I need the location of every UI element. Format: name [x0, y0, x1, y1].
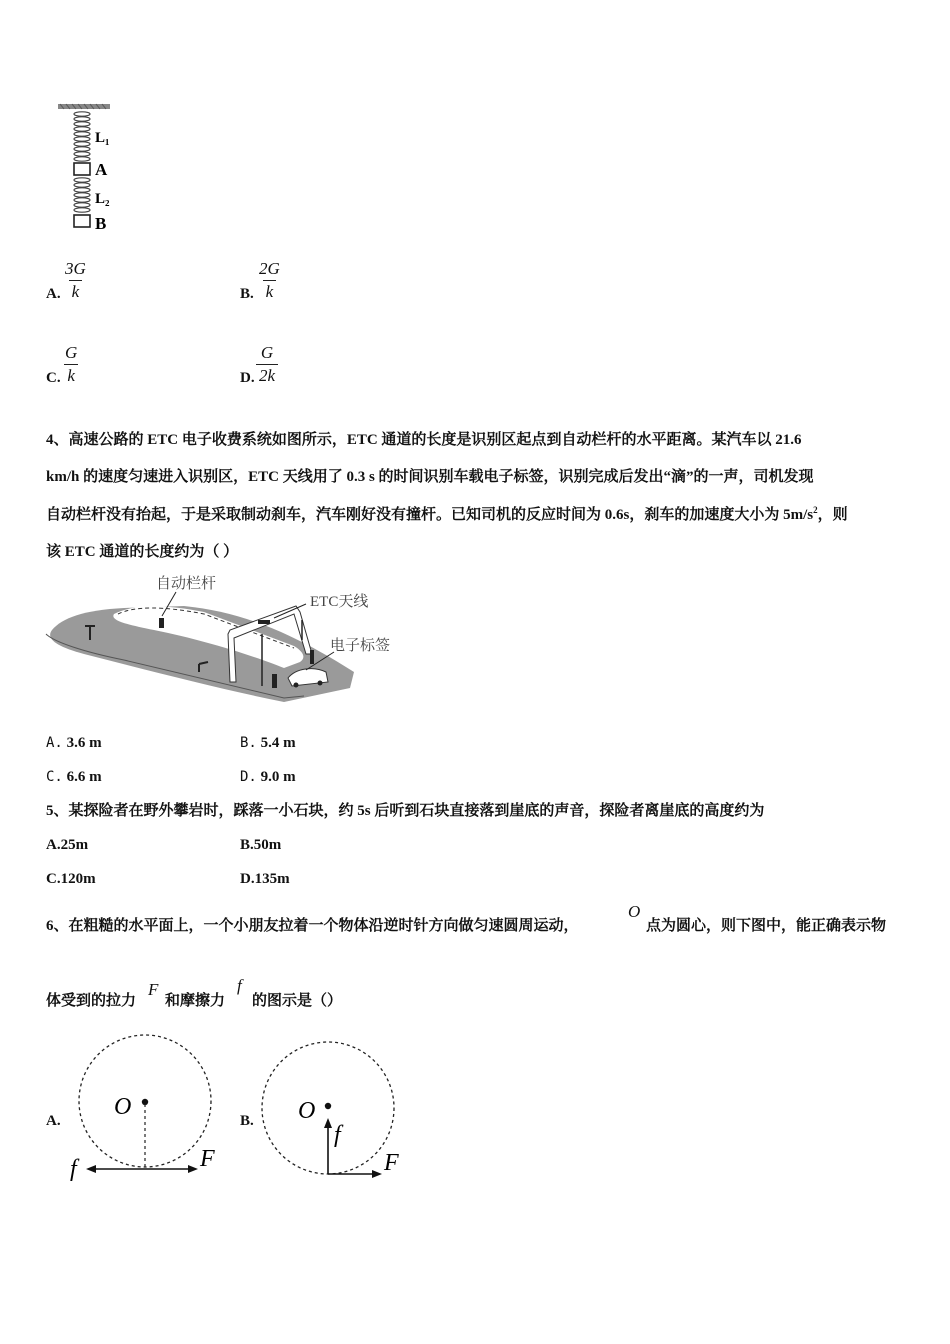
- option-label: D.: [240, 769, 257, 785]
- q4-option-c[interactable]: [46, 767, 102, 787]
- q6-line-1-end: 点为圆心，则下图中，能正确表示物: [646, 918, 887, 934]
- fraction: [62, 258, 89, 303]
- q4-line-3: [46, 503, 848, 524]
- label-f-upper: F: [200, 1146, 215, 1172]
- option-label: B.: [240, 837, 254, 853]
- option-label: D.: [240, 370, 255, 386]
- denominator: k: [64, 364, 78, 387]
- label-l1: L₁: [95, 130, 110, 146]
- q5-option-a[interactable]: [46, 835, 88, 855]
- q6-line-2-end: 的图示是（）: [252, 993, 343, 1009]
- fraction: [62, 342, 80, 387]
- label-f-lower: f: [334, 1122, 341, 1148]
- option-value: 3.6 m: [66, 735, 102, 751]
- q4-stem: [46, 428, 908, 568]
- q4-line-3-end: ，则: [817, 507, 848, 523]
- q4-line-4: 该 ETC 通道的长度约为（ ）: [46, 544, 239, 560]
- label-l2: L₂: [95, 191, 110, 207]
- q5-option-c[interactable]: [46, 869, 96, 889]
- option-label: A.: [46, 286, 61, 302]
- denominator: k: [263, 280, 277, 303]
- option-label: A.: [46, 1113, 61, 1129]
- label-antenna: ETC天线: [310, 594, 369, 610]
- option-label: C.: [46, 370, 61, 386]
- label-o: O: [114, 1094, 132, 1120]
- block-b: [74, 215, 90, 227]
- q4-line-2: km/h 的速度匀速进入识别区，ETC 天线用了 0.3 s 的时间识别车载电子标签，识别完成后发出“滴”的一声，司机发现: [46, 469, 814, 485]
- spring-l2: [74, 178, 90, 212]
- q4-option-a[interactable]: [46, 733, 102, 753]
- q5-stem: 5、某探险者在野外攀岩时，踩落一小石块，约 5s 后听到石块直接落到崖底的声音，探险者离崖底的高度约为: [46, 803, 765, 819]
- symbol-f-lower: f: [237, 976, 242, 995]
- barrier-post: [159, 618, 164, 628]
- fraction: [256, 342, 278, 387]
- label-f-upper: F: [384, 1150, 399, 1176]
- q6-line-1: [46, 916, 579, 936]
- option-label: A.: [46, 735, 63, 751]
- symbol-f-upper: F: [148, 980, 159, 999]
- option-value: 120m: [60, 871, 96, 887]
- option-label: A.: [46, 837, 61, 853]
- option-value: 135m: [254, 871, 290, 887]
- label-barrier: 自动栏杆: [156, 576, 217, 592]
- option-label: B.: [240, 735, 257, 751]
- symbol-o: O: [628, 902, 641, 921]
- numerator: G: [65, 343, 78, 362]
- q5-option-d[interactable]: [240, 869, 290, 889]
- label-a: A: [95, 160, 108, 179]
- denominator: k: [69, 280, 83, 303]
- q4-line-3-text: 自动栏杆没有抬起，于是采取制动刹车，汽车刚好没有撞杆。已知司机的反应时间为 0.6s，刹车的加速度大小为 5m/s: [46, 507, 814, 523]
- etc-antenna: [258, 620, 270, 624]
- option-value: 25m: [60, 837, 89, 853]
- label-b: B: [95, 214, 107, 233]
- numerator: G: [260, 343, 274, 362]
- diagram-b: [256, 1036, 426, 1186]
- q6-line-2-start: 体受到的拉力: [46, 993, 137, 1009]
- label-f-lower: f: [70, 1156, 77, 1182]
- numerator: 3G: [65, 259, 86, 278]
- denominator: 2k: [256, 364, 278, 387]
- etc-figure: [44, 568, 414, 708]
- superscript: 2: [813, 505, 818, 515]
- q4-option-d[interactable]: [240, 767, 296, 787]
- spring-figure: [54, 102, 124, 234]
- option-label: C.: [46, 769, 63, 785]
- block-a: [74, 163, 90, 175]
- q4-option-b[interactable]: [240, 733, 296, 753]
- diagram-a: [64, 1034, 234, 1184]
- q5-option-b[interactable]: [240, 835, 281, 855]
- q6-line-2-mid: 和摩擦力: [165, 993, 226, 1009]
- q6-line-1-text: 6、在粗糙的水平面上，一个小朋友拉着一个物体沿逆时针方向做匀速圆周运动，: [46, 918, 579, 934]
- numerator: 2G: [259, 259, 280, 278]
- option-value: 6.6 m: [66, 769, 102, 785]
- label-o: O: [298, 1098, 316, 1124]
- center-dot: [325, 1103, 331, 1109]
- spring-l1: [74, 112, 90, 161]
- q4-line-1: 4、高速公路的 ETC 电子收费系统如图所示，ETC 通道的长度是识别区起点到自动栏杆的水平距离。某汽车以 21.6: [46, 432, 802, 448]
- label-tag: 电子标签: [330, 638, 391, 654]
- option-value: 9.0 m: [260, 769, 296, 785]
- option-label: D.: [240, 871, 255, 887]
- fraction: [256, 258, 283, 303]
- option-value: 50m: [253, 837, 282, 853]
- option-label: B.: [240, 286, 254, 302]
- option-label: C.: [46, 871, 61, 887]
- option-label: B.: [240, 1113, 254, 1129]
- option-value: 5.4 m: [260, 735, 296, 751]
